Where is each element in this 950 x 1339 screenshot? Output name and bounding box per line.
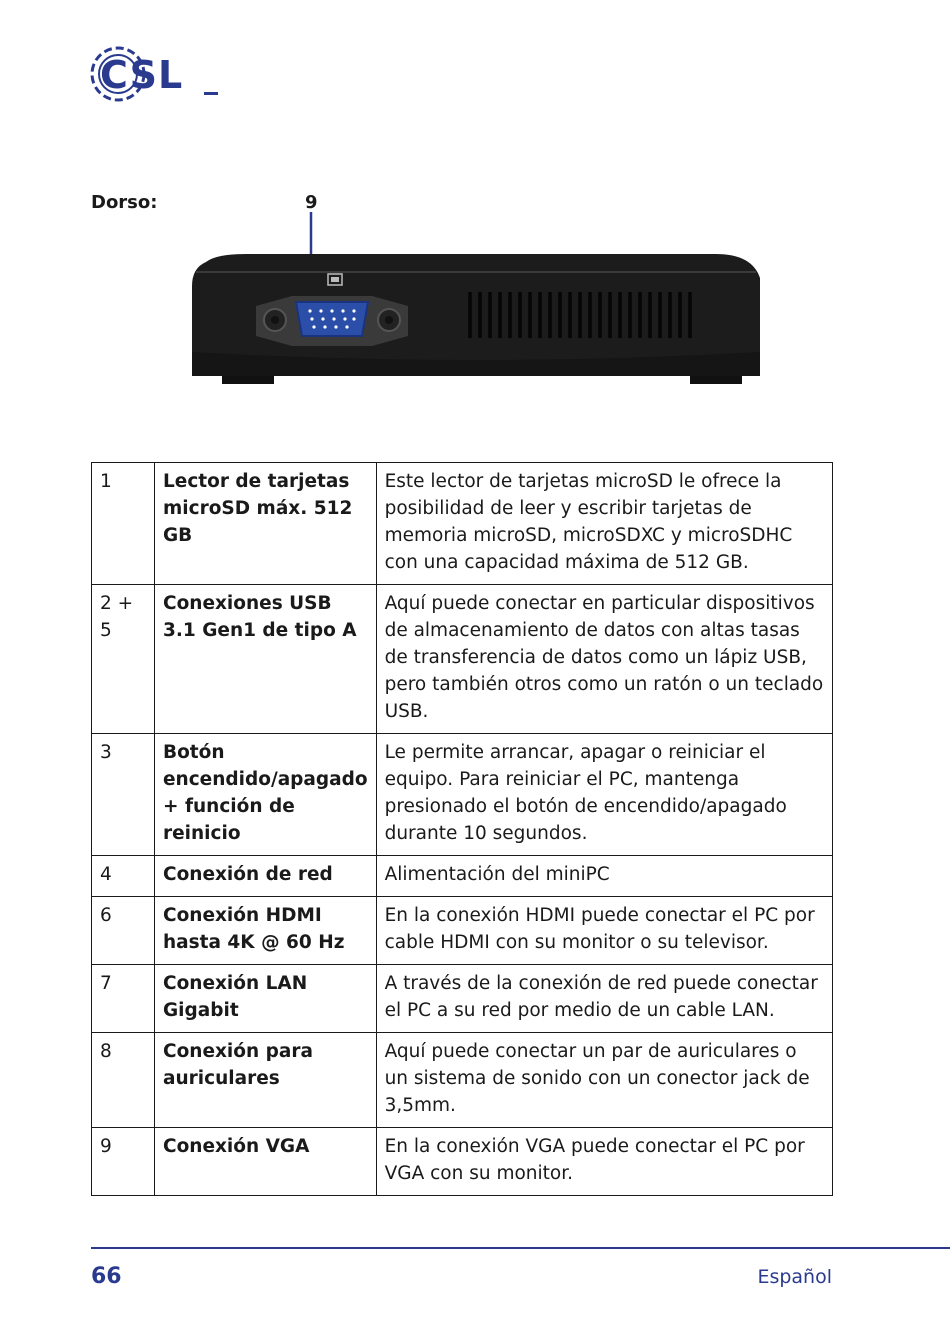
spec-table	[91, 462, 833, 1196]
row-description: Le permite arrancar, apagar o reiniciar el equipo. Para reiniciar el PC, mantenga presionado el botón de encendido/apagado durante 10 segundos.	[376, 734, 832, 856]
row-description: Este lector de tarjetas microSD le ofrece la posibilidad de leer y escribir tarjetas de memoria microSD, microSDXC y microSDHC con una capacidad máxima de 512 GB.	[376, 463, 832, 585]
table-row	[92, 897, 833, 965]
minipc-back-illustration	[186, 212, 766, 392]
row-description: En la conexión HDMI puede conectar el PC por cable HDMI con su monitor o su televisor.	[376, 897, 832, 965]
row-number: 7	[92, 965, 155, 1033]
row-name: Conexión para auriculares	[155, 1033, 377, 1128]
row-description: Aquí puede conectar en particular dispositivos de almacenamiento de datos con altas tasas de transferencia de datos como un lápiz USB, pero también otros como un ratón o un teclado USB.	[376, 585, 832, 734]
row-number: 6	[92, 897, 155, 965]
row-number: 2 + 5	[92, 585, 155, 734]
row-name: Botón encendido/apagado + función de reinicio	[155, 734, 377, 856]
row-description: Aquí puede conectar un par de auriculares o un sistema de sonido con un conector jack de 3,5mm.	[376, 1033, 832, 1128]
table-row	[92, 1033, 833, 1128]
row-number: 8	[92, 1033, 155, 1128]
row-number: 1	[92, 463, 155, 585]
callout-number: 9	[305, 192, 318, 213]
svg-text:CSL: CSL	[100, 53, 184, 97]
row-number: 4	[92, 856, 155, 897]
footer-divider	[91, 1247, 950, 1249]
row-number: 3	[92, 734, 155, 856]
row-name: Conexión VGA	[155, 1128, 377, 1196]
row-name: Lector de tarjetas microSD máx. 512 GB	[155, 463, 377, 585]
language-label: Español	[757, 1266, 832, 1288]
table-row	[92, 734, 833, 856]
table-row	[92, 965, 833, 1033]
row-description: Alimentación del miniPC	[376, 856, 832, 897]
page-number: 66	[91, 1264, 122, 1289]
row-description: En la conexión VGA puede conectar el PC por VGA con su monitor.	[376, 1128, 832, 1196]
table-row	[92, 463, 833, 585]
table-row	[92, 585, 833, 734]
csl-logo	[86, 40, 226, 110]
section-label: Dorso:	[91, 192, 158, 213]
table-row	[92, 856, 833, 897]
row-name: Conexión de red	[155, 856, 377, 897]
table-row	[92, 1128, 833, 1196]
row-name: Conexión HDMI hasta 4K @ 60 Hz	[155, 897, 377, 965]
row-number: 9	[92, 1128, 155, 1196]
row-name: Conexiones USB 3.1 Gen1 de tipo A	[155, 585, 377, 734]
row-name: Conexión LAN Gigabit	[155, 965, 377, 1033]
row-description: A través de la conexión de red puede conectar el PC a su red por medio de un cable LAN.	[376, 965, 832, 1033]
